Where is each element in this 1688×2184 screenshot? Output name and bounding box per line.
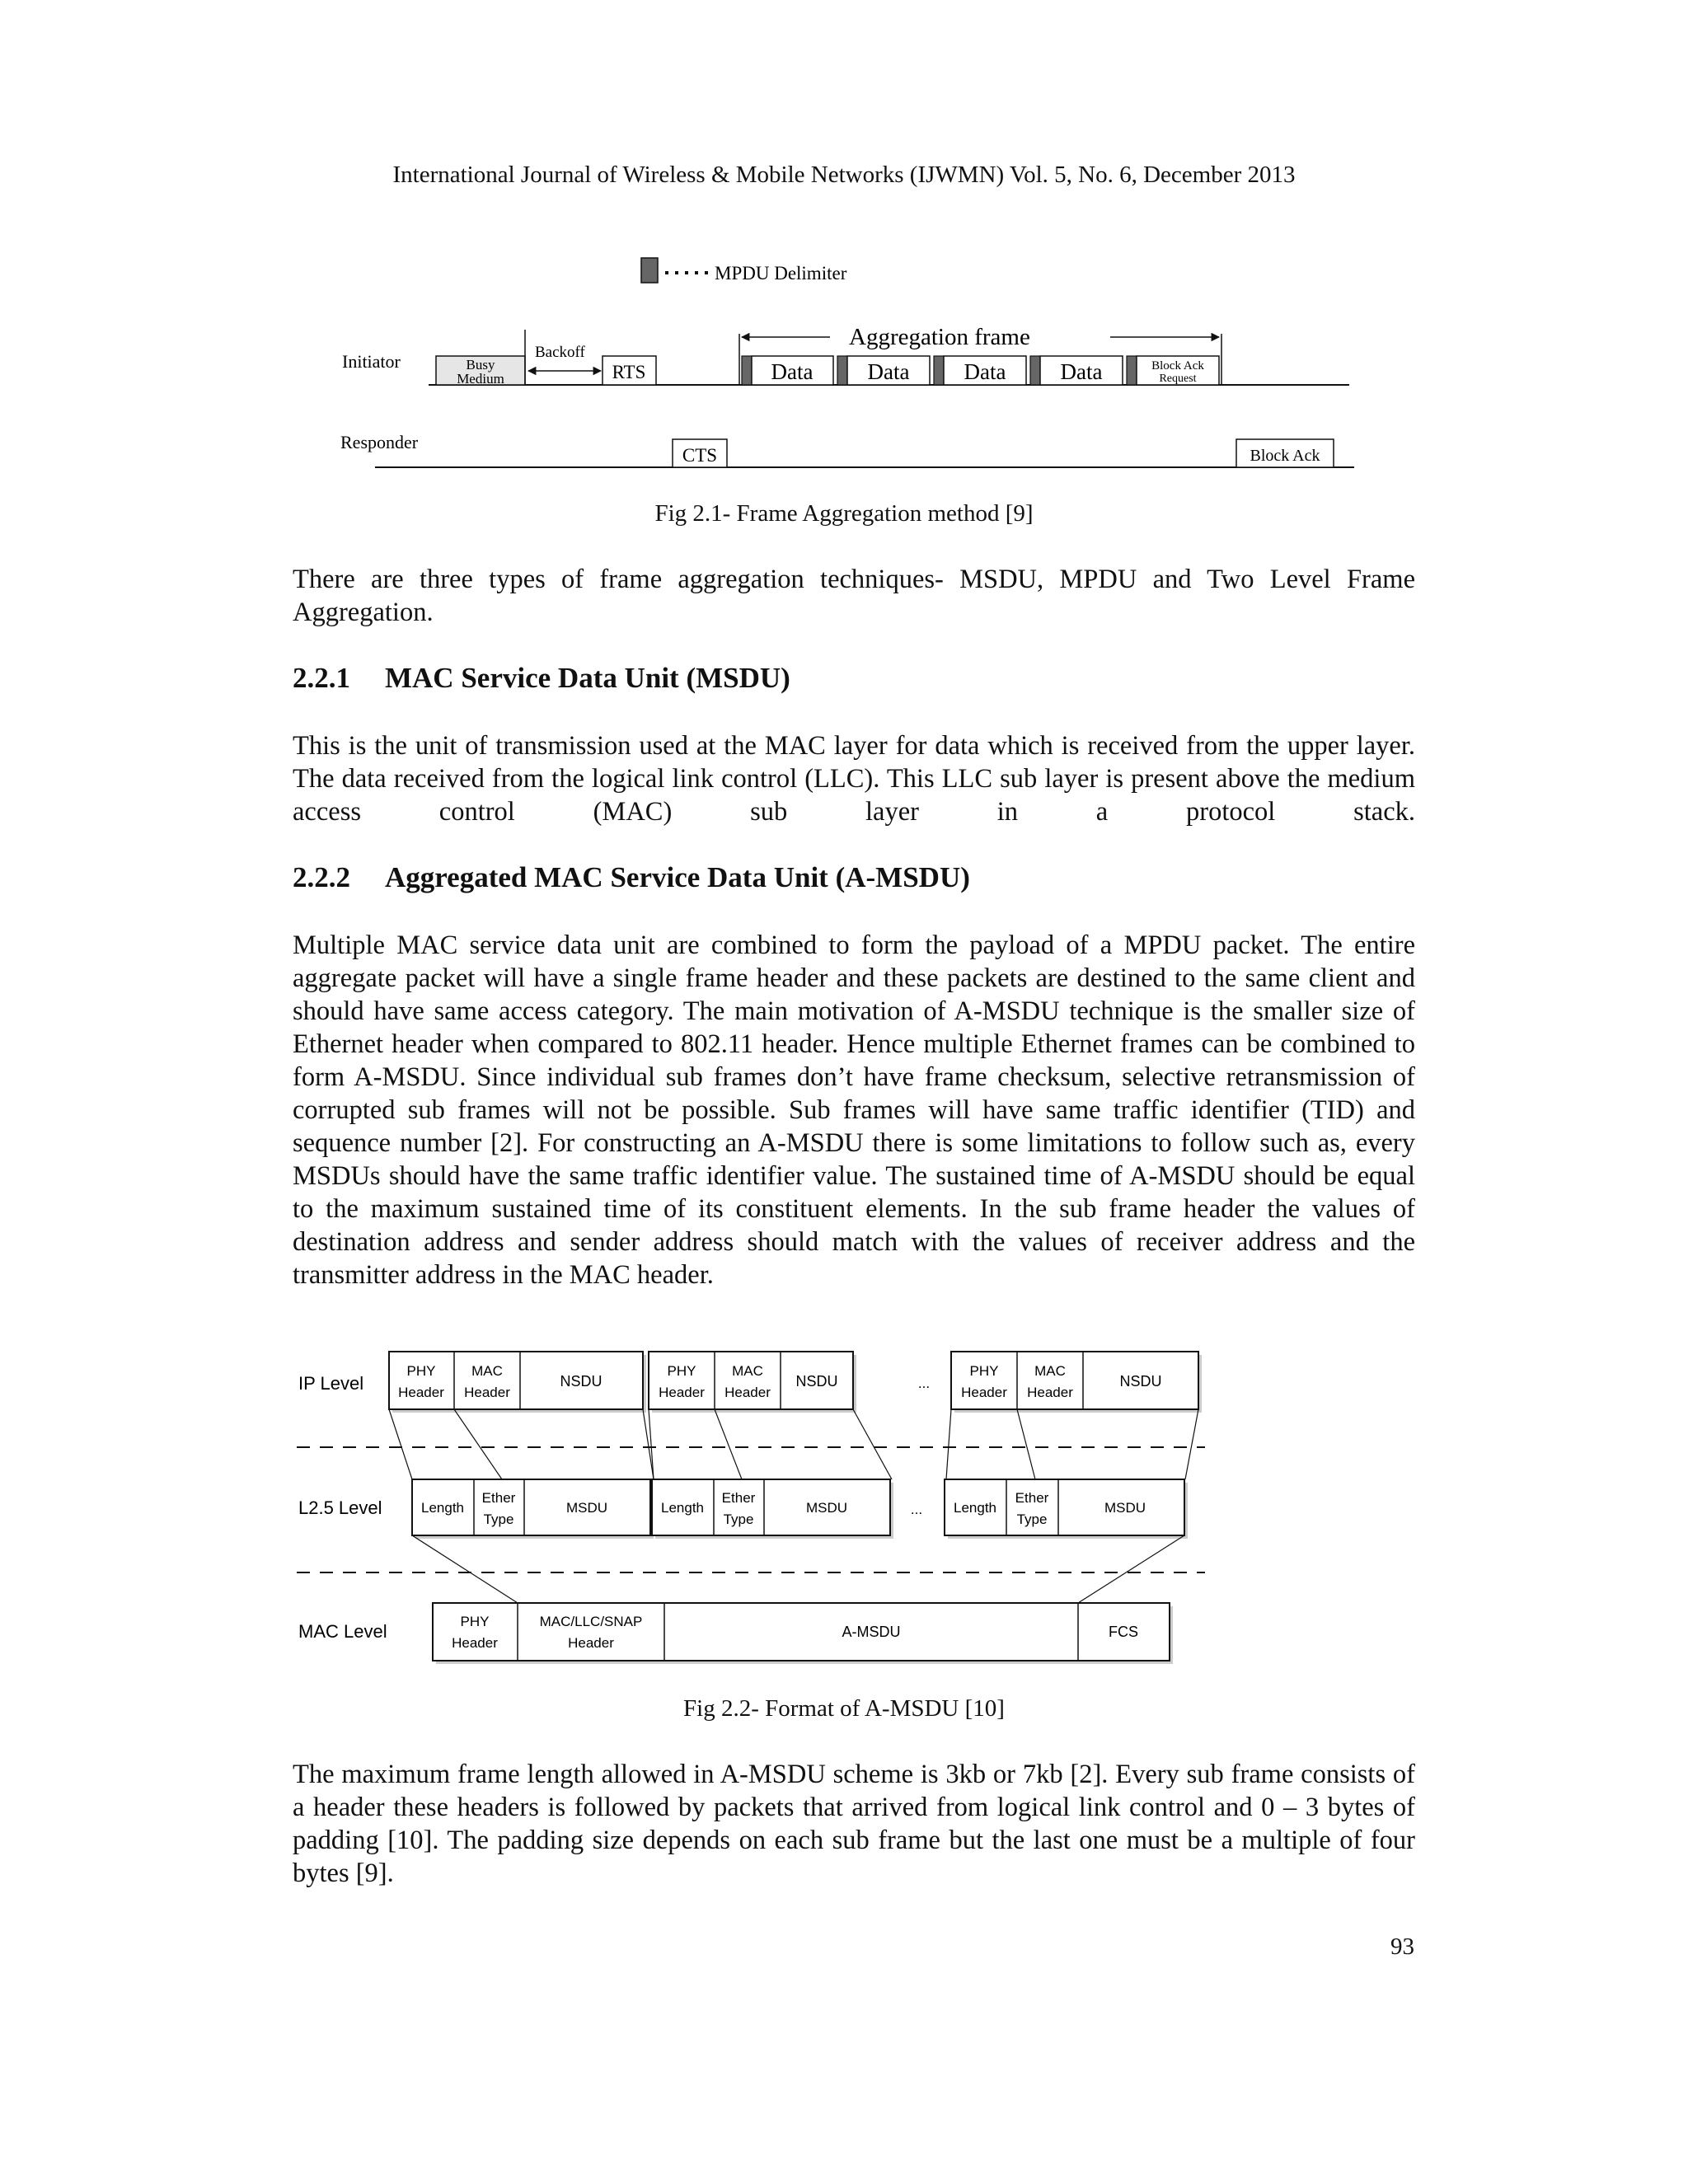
header-label: Header [568, 1635, 614, 1651]
closing-paragraph: The maximum frame length allowed in A-MSDU scheme is 3kb or 7kb [2]. Every sub frame consists of a header these headers is followed by packets that arrived from logical link control and 0 – 3 bytes of padding [10]. The padding size depends on each sub frame but the last one must be a multiple of four bytes [9]. [293, 1760, 1415, 1888]
mpdu-delimiter-label: MPDU Delimiter [715, 263, 847, 284]
figure-2-1-caption: Fig 2.1- Frame Aggregation method [9] [654, 500, 1034, 527]
aggregation-frame-label: Aggregation frame [849, 324, 1030, 350]
ip-level-frame [951, 1352, 1202, 1413]
length-label: Length [421, 1500, 464, 1516]
nsdu-label: NSDU [795, 1373, 838, 1390]
block-ack-label: Block Ack [1250, 447, 1320, 465]
frame-aggregation-figure [326, 251, 1364, 478]
header-label: Header [398, 1385, 444, 1400]
amsdu-label: A-MSDU [842, 1624, 901, 1640]
header-label: Header [659, 1385, 705, 1400]
rts-label: RTS [612, 362, 646, 382]
section-2-2-1-paragraph: This is the unit of transmission used at the MAC layer for data which is received from the upper layer. The data received from the logical link control (LLC). This LLC sub layer is present above the medium access control (MAC) sub layer in a protocol stack. [293, 731, 1415, 827]
ellipsis: ... [917, 1376, 931, 1391]
section-title: MAC Service Data Unit (MSDU) [385, 662, 790, 694]
header-label: Header [1027, 1385, 1073, 1400]
type-label: Type [483, 1511, 514, 1527]
cts-label: CTS [682, 445, 718, 466]
msdu-label: MSDU [805, 1500, 848, 1516]
ether-label: Ether [1015, 1490, 1049, 1506]
header-label: Header [452, 1635, 498, 1651]
backoff-label: Backoff [535, 344, 585, 361]
ip-level-frame [649, 1352, 856, 1413]
mac-label: MAC [1034, 1363, 1066, 1379]
phy-label: PHY [667, 1363, 696, 1379]
section-number: 2.2.1 [293, 662, 350, 694]
figure-2-2-caption: Fig 2.2- Format of A-MSDU [10] [683, 1695, 1005, 1722]
length-label: Length [954, 1500, 996, 1516]
amsdu-format-figure [288, 1339, 1212, 1673]
ip-level-label: IP Level [298, 1373, 364, 1394]
header-label: Header [464, 1385, 510, 1400]
mac-label: MAC [732, 1363, 763, 1379]
mac-level-frame [433, 1603, 1173, 1664]
block-ack-request-label-1: Block Ack [1151, 359, 1204, 373]
section-2-2-1-heading [293, 662, 790, 695]
type-label: Type [1016, 1511, 1048, 1527]
mpdu-delimiter [1127, 356, 1137, 385]
mpdu-delimiter [1030, 356, 1040, 385]
mpdu-delimiter [934, 356, 944, 385]
page-number: 93 [1390, 1933, 1414, 1960]
section-2-2-2-paragraph: Multiple MAC service data unit are combined to form the payload of a MPDU packet. The entire aggregate packet will have a single frame header and these packets are destined to the same client and should have same access category. The main motivation of A-MSDU technique is the smaller size of Ethernet header when compared to 802.11 header. Hence multiple Ethernet frames can be combined to form A-MSDU. Since individual sub frames don’t have frame checksum, selective retransmission of corrupted sub frames will not be possible. Sub frames will have same traffic identifier (TID) and sequence number [2]. For constructing an A-MSDU there is some limitations to follow such as, every MSDUs should have the same traffic identifier value. The sustained time of A-MSDU should be equal to the maximum sustained time of its constituent elements. In the sub frame header the values of destination address and sender address should match with the values of receiver address and the transmitter address in the MAC header. [293, 930, 1415, 1290]
length-label: Length [661, 1500, 704, 1516]
ellipsis: ... [910, 1502, 923, 1517]
l25-level-frame [945, 1479, 1188, 1539]
fcs-label: FCS [1109, 1624, 1138, 1640]
msdu-label: MSDU [565, 1500, 608, 1516]
data-frame-label: Data [1060, 359, 1103, 384]
section-title: Aggregated MAC Service Data Unit (A-MSDU) [385, 861, 970, 893]
initiator-label: Initiator [342, 351, 401, 372]
busy-medium-label-1: Busy [466, 357, 495, 373]
intro-paragraph: There are three types of frame aggregation techniques- MSDU, MPDU and Two Level Frame Aggregation. [293, 565, 1415, 627]
phy-label: PHY [406, 1363, 436, 1379]
block-ack-request-label-2: Request [1159, 373, 1197, 385]
nsdu-label: NSDU [1119, 1373, 1162, 1390]
header-label: Header [724, 1385, 771, 1400]
mpdu-delimiter-swatch [641, 258, 658, 283]
phy-label: PHY [460, 1614, 490, 1629]
l25-level-frame [652, 1479, 893, 1539]
mpdu-delimiter [742, 356, 752, 385]
mpdu-delimiter [837, 356, 847, 385]
busy-medium-label-2: Medium [457, 371, 504, 387]
data-frame-label: Data [964, 359, 1006, 384]
mac-llc-snap-label: MAC/LLC/SNAP [539, 1614, 643, 1629]
l25-level-frame [412, 1479, 654, 1539]
mac-level-label: MAC Level [298, 1621, 387, 1642]
ether-label: Ether [481, 1490, 516, 1506]
msdu-label: MSDU [1104, 1500, 1146, 1516]
phy-label: PHY [969, 1363, 999, 1379]
mapping-lines [389, 1409, 1198, 1479]
ether-label: Ether [721, 1490, 756, 1506]
type-label: Type [723, 1511, 754, 1527]
responder-label: Responder [340, 432, 419, 452]
l25-level-label: L2.5 Level [298, 1497, 382, 1518]
section-2-2-2-heading [293, 861, 970, 894]
nsdu-label: NSDU [560, 1373, 603, 1390]
ip-level-frame [389, 1352, 646, 1413]
data-frames [742, 356, 1219, 385]
data-frame-label: Data [771, 359, 814, 384]
mapping-lines [412, 1535, 1184, 1603]
running-header: International Journal of Wireless & Mobile Networks (IJWMN) Vol. 5, No. 6, December 2013 [392, 162, 1296, 188]
header-label: Header [961, 1385, 1007, 1400]
mac-label: MAC [471, 1363, 503, 1379]
data-frame-label: Data [867, 359, 910, 384]
section-number: 2.2.2 [293, 861, 350, 893]
